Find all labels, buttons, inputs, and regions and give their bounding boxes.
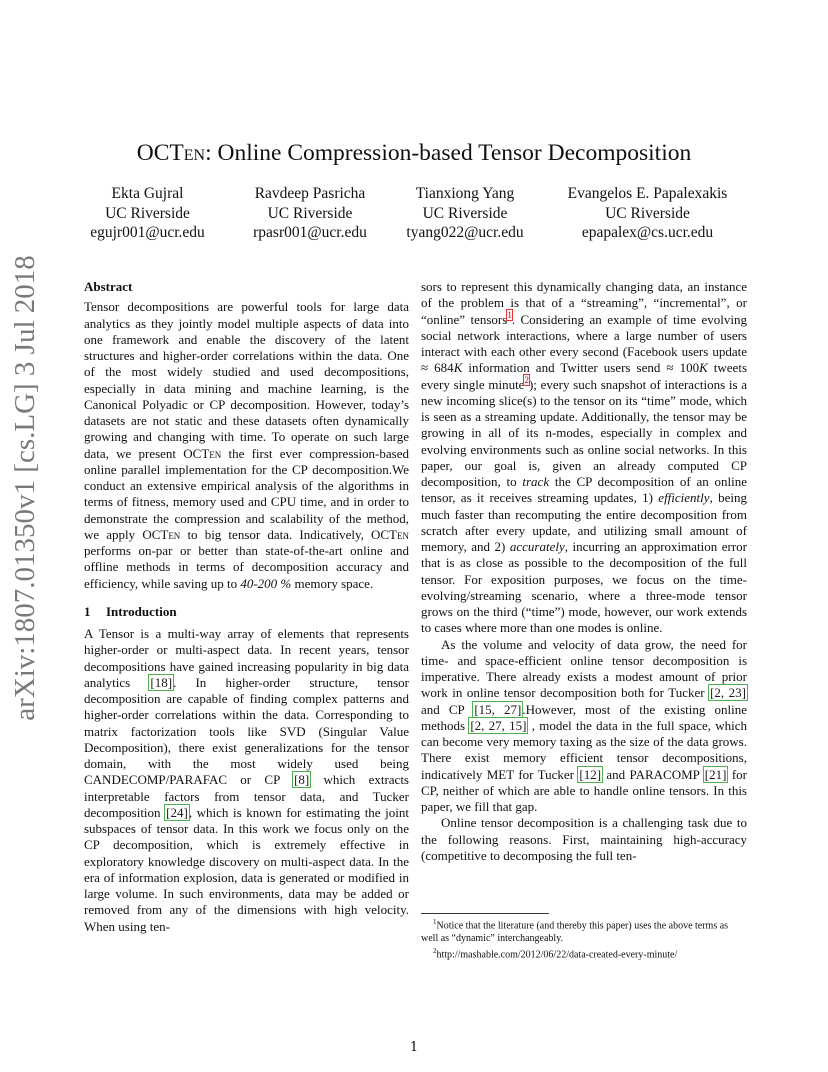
page-number: 1 xyxy=(409,1040,419,1055)
citation-link[interactable]: [21] xyxy=(704,766,727,782)
title-rest: : Online Compression-based Tensor Decomposition xyxy=(205,140,692,166)
section-heading-introduction: 1 Introduction xyxy=(84,603,177,619)
citation-link[interactable]: [2, 27, 15] xyxy=(470,717,527,733)
arxiv-identifier: arXiv:1807.01350v1 [cs.LG] 3 Jul 2018 xyxy=(9,255,41,721)
author-affiliation: UC Riverside xyxy=(105,204,190,222)
paper-title xyxy=(0,140,828,167)
author-affiliation: UC Riverside xyxy=(605,204,690,222)
footnote-1: $^1$Notice that the literature (and thereby this paper) uses the above terms as well as “dynamic” interchangeably. xyxy=(421,918,729,945)
author-affiliation: UC Riverside xyxy=(267,204,353,222)
footnote-url-link[interactable]: http://mashable.com/2012/06/22/data-created-every-minute/ xyxy=(436,949,678,961)
footnote-2: $^2$http://mashable.com/2012/06/22/data-created-every-minute/ xyxy=(433,947,678,961)
intro-paragraph-2: As the volume and velocity of data grow, the need for time- and space-efficient online tensor decomposition is imperative. There already exists a modest amount of prior work in online tensor decomposition both for Tucker [2, 23] and CP [15, 27].However, most of the existing online methods [2, 27, 15] , model the data in the full space, which can become very memory taxing as the size of the data grows. There exist memory efficient tensor decompositions, indicatively MET for Tucker [12] and PARACOMP [21] for CP, neither of which are able to handle online tensors. In this paper, we fill that gap. xyxy=(421,636,747,814)
intro-paragraph-3: Online tensor decomposition is a challenging task due to the following reasons. First, maintaining high-accuracy (competitive to decomposing the full ten- xyxy=(421,815,747,863)
author-name: Ravdeep Pasricha xyxy=(254,185,366,202)
author-2 xyxy=(230,184,390,243)
title-method-name: OCTen xyxy=(136,140,206,166)
citation-link[interactable]: [8] xyxy=(294,772,310,788)
author-email: rpasr001@ucr.edu xyxy=(253,224,367,241)
author-affiliation: UC Riverside xyxy=(422,204,508,222)
author-1 xyxy=(80,184,215,243)
citation-link[interactable]: [24] xyxy=(166,804,188,820)
author-email: tyang022@ucr.edu xyxy=(406,224,524,241)
intro-paragraph-1: A Tensor is a multi-way array of elements that represents higher-order or multi-aspect data. In recent years, tensor decompositions have gained increasing popularity in big data analytics [18]. In higher-order structure, tensor decomposition are capable of finding complex patterns and higher-order correlations within the data. Corresponding to matrix factorization tools like SVD (Singular Value Decomposition), there exist generalizations for the tensor domain, with the most widely used being CANDECOMP/PARAFAC or CP [8] which extracts interpretable factors from tensor data, and Tucker decomposition [24], which is known for estimating the joint subspaces of tensor data. In this work we focus only on the CP decomposition, which is extremely effective in exploratory knowledge discovery on multi-aspect data. In the era of information explosion, data is generated or modified in large volume. In such environments, data may be added or removed from any of the dimensions with high velocity. When using ten- xyxy=(84,626,409,934)
citation-link[interactable]: [15, 27] xyxy=(474,701,522,717)
citation-link[interactable]: [2, 23] xyxy=(710,685,746,701)
author-name: Ekta Gujral xyxy=(111,185,184,202)
citation-link[interactable]: [12] xyxy=(579,766,602,782)
citation-link[interactable]: [18] xyxy=(150,674,173,690)
footnote-ref-2[interactable]: 2 xyxy=(524,375,529,386)
intro-paragraph-1-cont: sors to represent this dynamically changing data, an instance of the problem is that of a “streaming”, “incremental”, or “online” tensors$^1$. Considering an example of time evolving social network interactions, where a large number of users interact with each other every second (Facebook users update ≈ 684K information and Twitter users send ≈ 100K tweets every single minute$^2$); every such snapshot of interactions is a new incoming slice(s) to the tensor on its “time” mode, which is seen as a streaming update. Additionally, the tensor may be growing in all of its n-modes, especially in complex and evolving environments such as online social networks. In this paper, our goal is, given an already computed CP decomposition, to track the CP decomposition of an online tensor, as it receives streaming updates, 1) efficiently, being much faster than recomputing the entire decomposition from scratch after every update, and utilizing small amount of memory, and 2) accurately, incurring an approximation error that is as close as possible to the decomposition of the full tensor. For exposition purposes, we focus on the time-evolving/streaming scenario, where a three-mode tensor grows on the third (“time”) mode, however, our work extends to cases where more than one modes is online. xyxy=(421,279,748,636)
author-4 xyxy=(545,184,750,243)
author-name: Tianxiong Yang xyxy=(415,185,515,202)
abstract-heading: Abstract xyxy=(84,279,133,294)
author-email: egujr001@ucr.edu xyxy=(90,224,205,241)
author-name: Evangelos E. Papalexakis xyxy=(567,185,728,202)
footnote-ref-1[interactable]: 1 xyxy=(507,310,512,321)
author-3 xyxy=(395,184,535,243)
abstract-text: Tensor decompositions are powerful tools for large data analytics as they jointly model multiple aspects of data into one framework and enable the discovery of the latent structures and higher-order correlations within the data. One of the most widely studied and used decompositions, especially in data mining and machine learning, is the Canonical Polyadic or CP decomposition. However, today’s datasets are not static and these datasets often dynamically growing and changing with time. To operate on such large data, we present OCTen the first ever compression-based online parallel implementation for the CP decomposition.We conduct an extensive empirical analysis of the algorithms in terms of fitness, memory used and CPU time, and in order to demonstrate the compression and scalability of the method, we apply OCTen to big tensor data. Indicatively, OCTen performs on-par or better than state-of-the-art online and offline methods in terms of decomposition accuracy and efficiency, while saving up to 40-200 % memory space. xyxy=(84,299,409,591)
right-column xyxy=(421,279,747,864)
footnotes xyxy=(421,916,747,962)
left-column xyxy=(84,279,409,935)
author-email: epapalex@cs.ucr.edu xyxy=(581,224,714,241)
footnote-rule xyxy=(421,913,549,914)
